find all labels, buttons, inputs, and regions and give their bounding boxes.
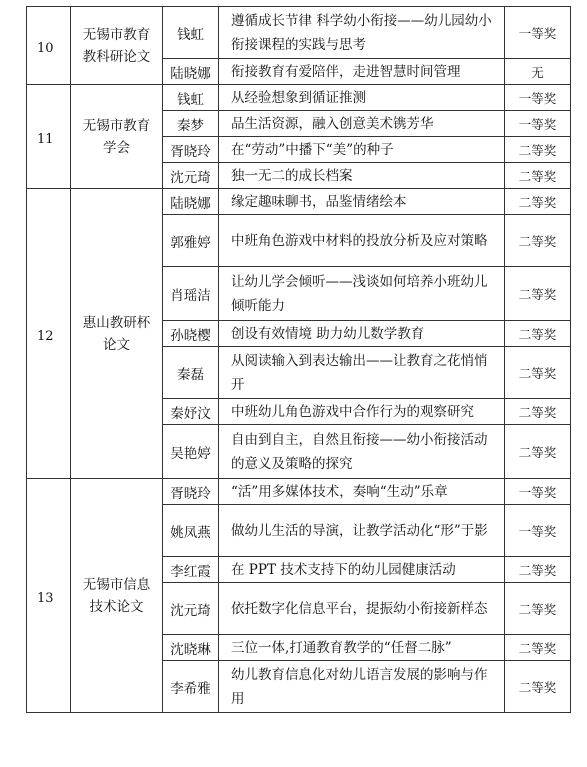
author-name: 孙晓樱 xyxy=(163,321,219,347)
award-level: 二等奖 xyxy=(505,557,571,583)
author-name: 姚凤燕 xyxy=(163,505,219,557)
author-name: 沈晓琳 xyxy=(163,635,219,661)
author-name: 钱虹 xyxy=(163,85,219,111)
group-number: 10 xyxy=(27,7,71,85)
author-name: 胥晓玲 xyxy=(163,479,219,505)
award-level: 二等奖 xyxy=(505,347,571,399)
group-number: 12 xyxy=(27,189,71,479)
author-name: 吴艳婷 xyxy=(163,425,219,479)
table-row xyxy=(27,479,571,505)
paper-title: 从经验想象到循证推测 xyxy=(219,85,505,111)
paper-title: 衔接教育有爱陪伴，走进智慧时间管理 xyxy=(219,59,505,85)
table-row xyxy=(27,189,571,215)
award-level: 二等奖 xyxy=(505,163,571,189)
award-level: 一等奖 xyxy=(505,505,571,557)
group-category: 无锡市教育学会 xyxy=(71,85,163,189)
paper-title: 幼儿教育信息化对幼儿语言发展的影响与作用 xyxy=(219,661,505,713)
author-name: 秦妤汶 xyxy=(163,399,219,425)
award-level: 二等奖 xyxy=(505,399,571,425)
award-level: 二等奖 xyxy=(505,425,571,479)
author-name: 沈元琦 xyxy=(163,163,219,189)
paper-title: 中班角色游戏中材料的投放分析及应对策略 xyxy=(219,215,505,267)
table-row xyxy=(27,85,571,111)
paper-title: 让幼儿学会倾听——浅谈如何培养小班幼儿倾听能力 xyxy=(219,267,505,321)
paper-title: 依托数字化信息平台，提振幼小衔接新样态 xyxy=(219,583,505,635)
author-name: 李希雅 xyxy=(163,661,219,713)
paper-title: 创设有效情境 助力幼儿数学教育 xyxy=(219,321,505,347)
award-level: 二等奖 xyxy=(505,635,571,661)
paper-title: 独一无二的成长档案 xyxy=(219,163,505,189)
author-name: 秦磊 xyxy=(163,347,219,399)
author-name: 钱虹 xyxy=(163,7,219,59)
award-level: 二等奖 xyxy=(505,267,571,321)
award-level: 一等奖 xyxy=(505,85,571,111)
group-category: 惠山教研杯论文 xyxy=(71,189,163,479)
author-name: 李红霞 xyxy=(163,557,219,583)
paper-title: 自由到自主，自然且衔接——幼小衔接活动的意义及策略的探究 xyxy=(219,425,505,479)
group-number: 13 xyxy=(27,479,71,713)
author-name: 胥晓玲 xyxy=(163,137,219,163)
award-level: 二等奖 xyxy=(505,189,571,215)
award-level: 一等奖 xyxy=(505,7,571,59)
author-name: 陆晓娜 xyxy=(163,189,219,215)
award-level: 二等奖 xyxy=(505,661,571,713)
paper-title: “活”用多媒体技术，奏响“生动”乐章 xyxy=(219,479,505,505)
paper-title: 在“劳动”中播下“美”的种子 xyxy=(219,137,505,163)
award-level: 一等奖 xyxy=(505,111,571,137)
award-level: 无 xyxy=(505,59,571,85)
award-level: 二等奖 xyxy=(505,215,571,267)
paper-title: 缘定趣味聊书，品鉴情绪绘本 xyxy=(219,189,505,215)
award-level: 二等奖 xyxy=(505,137,571,163)
paper-title: 品生活资源，融入创意美术镌芳华 xyxy=(219,111,505,137)
author-name: 郭雅婷 xyxy=(163,215,219,267)
paper-title: 在 PPT 技术支持下的幼儿园健康活动 xyxy=(219,557,505,583)
paper-title: 中班幼儿角色游戏中合作行为的观察研究 xyxy=(219,399,505,425)
paper-title: 做幼儿生活的导演，让教学活动化“形”于影 xyxy=(219,505,505,557)
group-category: 无锡市教育教科研论文 xyxy=(71,7,163,85)
paper-title: 从阅读输入到表达输出——让教育之花悄悄开 xyxy=(219,347,505,399)
author-name: 沈元琦 xyxy=(163,583,219,635)
group-category: 无锡市信息技术论文 xyxy=(71,479,163,713)
award-level: 一等奖 xyxy=(505,479,571,505)
awards-table xyxy=(26,6,571,713)
award-level: 二等奖 xyxy=(505,321,571,347)
author-name: 秦梦 xyxy=(163,111,219,137)
table-row xyxy=(27,7,571,59)
group-number: 11 xyxy=(27,85,71,189)
author-name: 陆晓娜 xyxy=(163,59,219,85)
paper-title: 三位一体,打通教育教学的“任督二脉” xyxy=(219,635,505,661)
author-name: 肖瑶洁 xyxy=(163,267,219,321)
award-level: 二等奖 xyxy=(505,583,571,635)
paper-title: 遵循成长节律 科学幼小衔接——幼儿园幼小衔接课程的实践与思考 xyxy=(219,7,505,59)
